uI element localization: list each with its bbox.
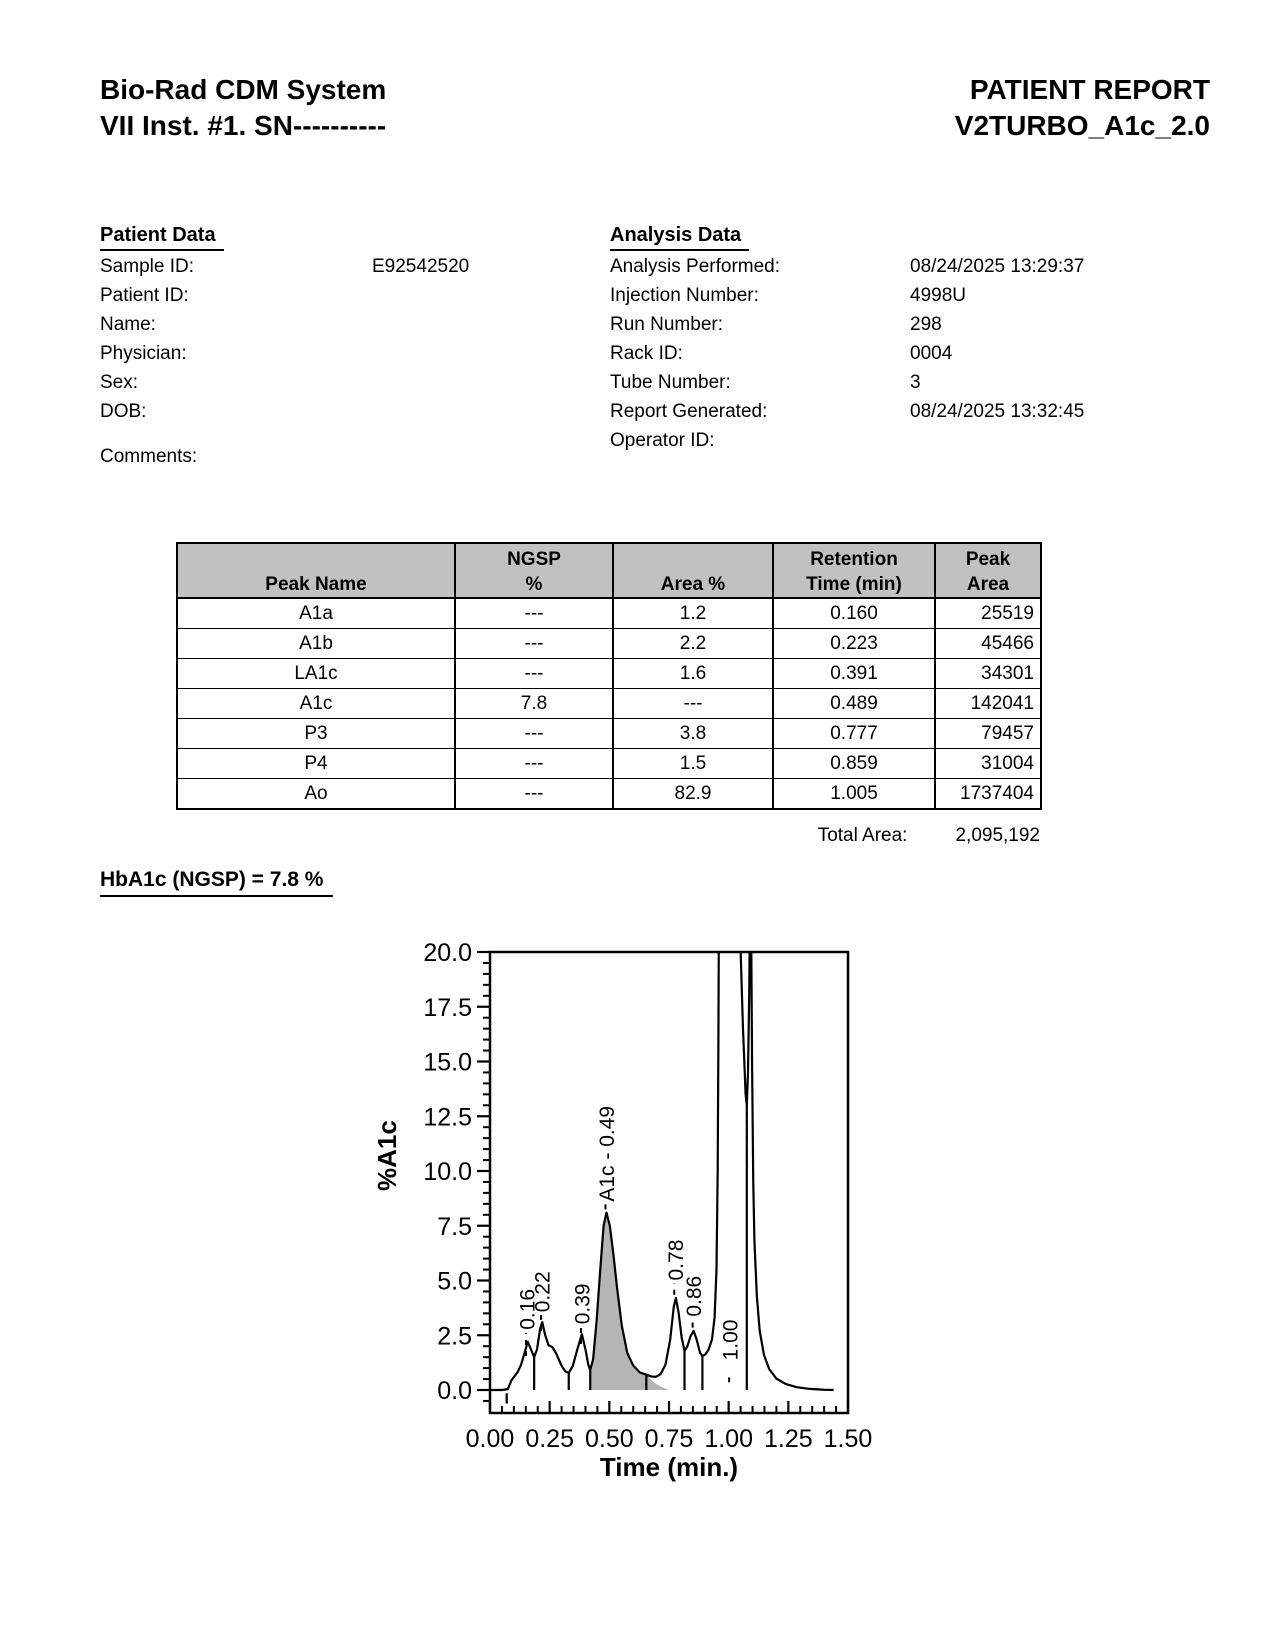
table-cell: A1c — [177, 689, 455, 719]
column-header-line1: NGSP — [507, 549, 561, 570]
field-value: 3 — [910, 372, 921, 393]
report-header-left — [100, 72, 386, 144]
table-row — [177, 629, 1041, 659]
total-area-value: 2,095,192 — [955, 825, 1040, 846]
table-cell: 142041 — [935, 689, 1041, 719]
peak-retention-label: 0.22 — [531, 1271, 555, 1313]
table-cell: --- — [455, 659, 613, 689]
column-header-line1 — [614, 547, 772, 572]
y-tick-label: 2.5 — [437, 1322, 472, 1351]
table-cell: 0.777 — [773, 719, 935, 749]
x-tick-label: 1.50 — [823, 1424, 873, 1453]
field-row — [100, 285, 660, 314]
field-row — [610, 314, 1170, 343]
field-label: Tube Number: — [610, 372, 731, 393]
app-title: Bio-Rad CDM System — [100, 74, 387, 105]
table-cell: 1.6 — [613, 659, 773, 689]
table-cell: 3.8 — [613, 719, 773, 749]
peak-retention-label: 1.00 — [719, 1319, 743, 1361]
table-row — [177, 689, 1041, 719]
table-row — [177, 779, 1041, 810]
table-row — [177, 659, 1041, 689]
table-row — [177, 749, 1041, 779]
table-cell: 45466 — [935, 629, 1041, 659]
plot-area — [490, 935, 834, 1390]
column-header — [177, 543, 455, 598]
x-axis-title: Time (min.) — [599, 1452, 739, 1482]
field-label: Operator ID: — [610, 430, 715, 451]
field-label: Rack ID: — [610, 343, 683, 364]
table-cell: 79457 — [935, 719, 1041, 749]
column-header-line1: Retention — [810, 549, 898, 570]
table-cell: 2.2 — [613, 629, 773, 659]
table-cell: 0.391 — [773, 659, 935, 689]
total-area-row — [640, 825, 1040, 847]
field-label: DOB: — [100, 401, 147, 422]
x-tick-label: 0.75 — [644, 1424, 694, 1453]
analysis-data-heading: Analysis Data — [610, 224, 749, 251]
column-header — [935, 543, 1041, 598]
peak-retention-label: 0.86 — [683, 1275, 707, 1317]
field-row — [100, 314, 660, 343]
field-value: 0004 — [910, 343, 953, 364]
table-cell: 34301 — [935, 659, 1041, 689]
table-cell: --- — [455, 779, 613, 810]
field-label: Run Number: — [610, 314, 723, 335]
report-type-title: PATIENT REPORT — [969, 74, 1210, 105]
field-row — [100, 256, 660, 285]
field-row — [100, 343, 660, 372]
field-label: Sample ID: — [100, 256, 194, 277]
y-tick-label: 15.0 — [423, 1048, 472, 1077]
hba1c-result-line: HbA1c (NGSP) = 7.8 % — [100, 868, 333, 897]
table-cell: 31004 — [935, 749, 1041, 779]
field-label: Injection Number: — [610, 285, 759, 306]
field-label: Report Generated: — [610, 401, 768, 422]
column-header — [773, 543, 935, 598]
field-label: Analysis Performed: — [610, 256, 781, 277]
field-label: Name: — [100, 314, 156, 335]
table-cell: 82.9 — [613, 779, 773, 810]
y-tick-label: 20.0 — [423, 939, 472, 967]
field-value: 4998U — [910, 285, 966, 306]
y-tick-label: 7.5 — [437, 1212, 472, 1241]
field-value: 298 — [910, 314, 942, 335]
x-tick-label: 0.50 — [584, 1424, 634, 1453]
field-row — [610, 401, 1170, 430]
instrument-serial-line: VII Inst. #1. SN---------- — [100, 110, 387, 141]
comments-label: Comments: — [100, 446, 198, 467]
field-row — [610, 285, 1170, 314]
column-header-line2: Area — [966, 574, 1010, 595]
x-tick-label: 0.00 — [465, 1424, 515, 1453]
field-value: 08/24/2025 13:32:45 — [910, 401, 1085, 422]
field-row — [100, 372, 660, 401]
table-cell: A1b — [177, 629, 455, 659]
column-header-line1: Peak — [965, 549, 1011, 570]
field-label: Physician: — [100, 343, 187, 364]
y-tick-label: 17.5 — [423, 993, 472, 1022]
table-cell: 7.8 — [455, 689, 613, 719]
table-cell: LA1c — [177, 659, 455, 689]
total-area-label: Total Area: — [817, 825, 908, 846]
x-tick-label: 1.25 — [763, 1424, 813, 1453]
y-axis-title: %A1c — [372, 1120, 402, 1191]
table-cell: 0.859 — [773, 749, 935, 779]
method-version: V2TURBO_A1c_2.0 — [954, 110, 1210, 141]
table-cell: Ao — [177, 779, 455, 810]
field-row — [610, 430, 1170, 459]
column-header — [613, 543, 773, 598]
y-tick-label: 10.0 — [423, 1158, 472, 1186]
table-row — [177, 598, 1041, 629]
field-label: Patient ID: — [100, 285, 189, 306]
table-cell: --- — [455, 749, 613, 779]
x-tick-label: 0.25 — [525, 1424, 575, 1453]
table-cell: A1a — [177, 598, 455, 629]
column-header-line2: Time (min) — [806, 574, 902, 595]
y-tick-label: 0.0 — [437, 1377, 472, 1405]
patient-fields — [100, 256, 660, 430]
peak-retention-label: 0.16 — [516, 1288, 540, 1330]
field-row — [610, 372, 1170, 401]
table-cell: 0.223 — [773, 629, 935, 659]
column-header-line2: % — [525, 574, 543, 595]
field-value: E92542520 — [372, 256, 470, 277]
field-label: Sex: — [100, 372, 139, 393]
column-header — [455, 543, 613, 598]
y-tick-label: 5.0 — [437, 1267, 472, 1296]
table-cell: P3 — [177, 719, 455, 749]
chromatogram-curve — [490, 935, 834, 1390]
table-row — [177, 719, 1041, 749]
x-tick-label: 1.00 — [704, 1424, 754, 1453]
table-cell: --- — [455, 719, 613, 749]
table-cell: --- — [455, 629, 613, 659]
peak-retention-label: 0.39 — [571, 1283, 595, 1325]
table-cell: 1.2 — [613, 598, 773, 629]
peak-retention-label: A1c - 0.49 — [596, 1105, 620, 1202]
peak-result-table — [176, 542, 1042, 810]
field-row — [610, 256, 1170, 285]
chromatogram-chart — [300, 935, 875, 1510]
table-cell: --- — [613, 689, 773, 719]
column-header-line1 — [178, 547, 454, 572]
report-header-right — [955, 72, 1210, 144]
field-row — [100, 401, 660, 430]
column-header-line2: Peak Name — [265, 574, 367, 595]
analysis-fields — [610, 256, 1170, 459]
column-header-line2: Area % — [660, 574, 726, 595]
table-cell: --- — [455, 598, 613, 629]
table-cell: 1.005 — [773, 779, 935, 810]
table-cell: 0.489 — [773, 689, 935, 719]
peak-retention-label: 0.78 — [664, 1239, 688, 1281]
y-tick-label: 12.5 — [423, 1103, 472, 1132]
table-cell: 25519 — [935, 598, 1041, 629]
patient-data-heading: Patient Data — [100, 224, 224, 251]
table-cell: 1.5 — [613, 749, 773, 779]
field-value: 08/24/2025 13:29:37 — [910, 256, 1085, 277]
field-row — [610, 343, 1170, 372]
table-cell: 0.160 — [773, 598, 935, 629]
table-cell: 1737404 — [935, 779, 1041, 810]
table-cell: P4 — [177, 749, 455, 779]
